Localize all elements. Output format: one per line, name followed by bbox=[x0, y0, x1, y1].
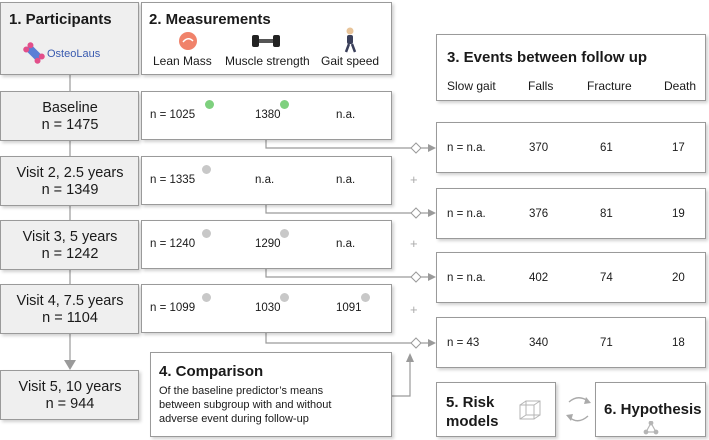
event-falls: 376 bbox=[529, 208, 549, 220]
event-falls: 402 bbox=[529, 272, 549, 284]
events-col-falls: Falls bbox=[528, 79, 554, 93]
hypothesis-title: 6. Hypothesis bbox=[604, 401, 702, 418]
plus-sign: + bbox=[410, 236, 418, 251]
connector-4 bbox=[266, 332, 412, 343]
participants-title: 1. Participants bbox=[9, 11, 112, 28]
event-fracture: 81 bbox=[600, 208, 613, 220]
check-icon bbox=[280, 229, 289, 238]
measure-muscle-strength: n.a. bbox=[255, 174, 275, 186]
measure-row-1 bbox=[141, 91, 392, 140]
measure-gait-speed: 1091 bbox=[336, 302, 362, 314]
measure-lean-mass: n = 1240 bbox=[150, 238, 196, 250]
events-col-fracture: Fracture bbox=[587, 79, 632, 93]
measure-lean-mass: n = 1335 bbox=[150, 174, 196, 186]
measure-row-4 bbox=[141, 284, 392, 333]
muscle-icon bbox=[178, 31, 198, 51]
visit-name: Visit 4, 7.5 years bbox=[16, 293, 124, 309]
event-slow-gait: n = 43 bbox=[447, 337, 480, 349]
events-row-3 bbox=[436, 252, 706, 303]
events-row-2 bbox=[436, 188, 706, 239]
hypothesis-box bbox=[595, 382, 706, 437]
network-icon bbox=[643, 421, 659, 435]
event-fracture: 74 bbox=[600, 272, 613, 284]
visit-box-5 bbox=[0, 370, 139, 420]
measure-col-muscle-strength: Muscle strength bbox=[225, 54, 310, 68]
measure-muscle-strength: 1290 bbox=[255, 238, 281, 250]
measure-muscle-strength: 1380 bbox=[255, 109, 281, 121]
measure-gait-speed: n.a. bbox=[336, 109, 356, 121]
comparison-text-line: between subgroup with and without bbox=[159, 399, 332, 411]
connector-2 bbox=[266, 204, 412, 213]
measure-muscle-strength: 1030 bbox=[255, 302, 281, 314]
events-header bbox=[436, 34, 706, 101]
check-icon bbox=[202, 293, 211, 302]
visit-name: Visit 2, 2.5 years bbox=[16, 165, 124, 181]
bone-icon bbox=[23, 41, 45, 65]
event-falls: 370 bbox=[529, 142, 549, 154]
check-icon bbox=[202, 165, 211, 174]
event-fracture: 61 bbox=[600, 142, 613, 154]
check-icon bbox=[280, 100, 289, 109]
diamond-1 bbox=[411, 143, 421, 153]
visit-box-baseline bbox=[0, 91, 139, 141]
participants-header bbox=[0, 2, 139, 75]
diamond-3 bbox=[411, 272, 421, 282]
timeline-arrowhead bbox=[64, 360, 76, 370]
measure-gait-speed: n.a. bbox=[336, 174, 356, 186]
comparison-text-line: adverse event during follow-up bbox=[159, 413, 309, 425]
visit-count: n = 944 bbox=[45, 396, 95, 412]
comparison-box bbox=[150, 352, 392, 437]
visit-name: Baseline bbox=[42, 100, 98, 116]
visit-name: Visit 3, 5 years bbox=[22, 229, 118, 245]
dumbbell-icon bbox=[251, 33, 281, 49]
events-row-1 bbox=[436, 122, 706, 173]
risk-models-title-line-1: 5. Risk bbox=[446, 394, 495, 411]
measure-col-gait-speed: Gait speed bbox=[321, 54, 380, 68]
event-slow-gait: n = n.a. bbox=[447, 142, 486, 154]
walking-person-icon bbox=[342, 27, 358, 53]
event-death: 18 bbox=[672, 337, 685, 349]
visit-box-4 bbox=[0, 284, 139, 334]
events-col-death: Death bbox=[664, 79, 697, 93]
measurements-title: 2. Measurements bbox=[149, 11, 271, 28]
connector-3 bbox=[266, 268, 412, 277]
risk-models-title-line-2: models bbox=[446, 413, 499, 430]
measure-row-2 bbox=[141, 156, 392, 205]
event-slow-gait: n = n.a. bbox=[447, 272, 486, 284]
visit-name: Visit 5, 10 years bbox=[18, 379, 122, 395]
visit-box-3 bbox=[0, 220, 139, 270]
events-title: 3. Events between follow up bbox=[447, 49, 648, 66]
check-icon bbox=[205, 100, 214, 109]
measure-lean-mass: n = 1025 bbox=[150, 109, 196, 121]
events-row-4 bbox=[436, 317, 706, 368]
event-falls: 340 bbox=[529, 337, 549, 349]
diamond-4 bbox=[411, 338, 421, 348]
check-icon bbox=[280, 293, 289, 302]
event-death: 20 bbox=[672, 272, 685, 284]
visit-count: n = 1475 bbox=[41, 117, 99, 133]
event-death: 17 bbox=[672, 142, 685, 154]
comparison-text-line: Of the baseline predictor’s means bbox=[159, 385, 324, 397]
diamond-2 bbox=[411, 208, 421, 218]
measure-lean-mass: n = 1099 bbox=[150, 302, 196, 314]
cube-icon bbox=[517, 398, 543, 424]
plus-sign: + bbox=[410, 172, 418, 187]
visit-box-2 bbox=[0, 156, 139, 206]
osteolaus-logo-text: OsteoLaus bbox=[47, 48, 101, 60]
measure-col-lean-mass: Lean Mass bbox=[153, 54, 212, 68]
measurements-header bbox=[141, 2, 392, 75]
comparison-title: 4. Comparison bbox=[159, 363, 264, 380]
check-icon bbox=[361, 293, 370, 302]
visit-count: n = 1349 bbox=[41, 182, 99, 198]
connector-1 bbox=[266, 140, 412, 148]
check-icon bbox=[202, 229, 211, 238]
comparison-to-risk-line bbox=[392, 360, 410, 396]
plus-sign: + bbox=[410, 302, 418, 317]
event-fracture: 71 bbox=[600, 337, 613, 349]
visit-count: n = 1104 bbox=[42, 310, 98, 326]
measure-gait-speed: n.a. bbox=[336, 238, 356, 250]
events-col-slow-gait: Slow gait bbox=[447, 79, 496, 93]
event-slow-gait: n = n.a. bbox=[447, 208, 486, 220]
risk-models-box bbox=[436, 382, 556, 437]
visit-count: n = 1242 bbox=[41, 246, 99, 262]
event-death: 19 bbox=[672, 208, 685, 220]
measure-row-3 bbox=[141, 220, 392, 269]
